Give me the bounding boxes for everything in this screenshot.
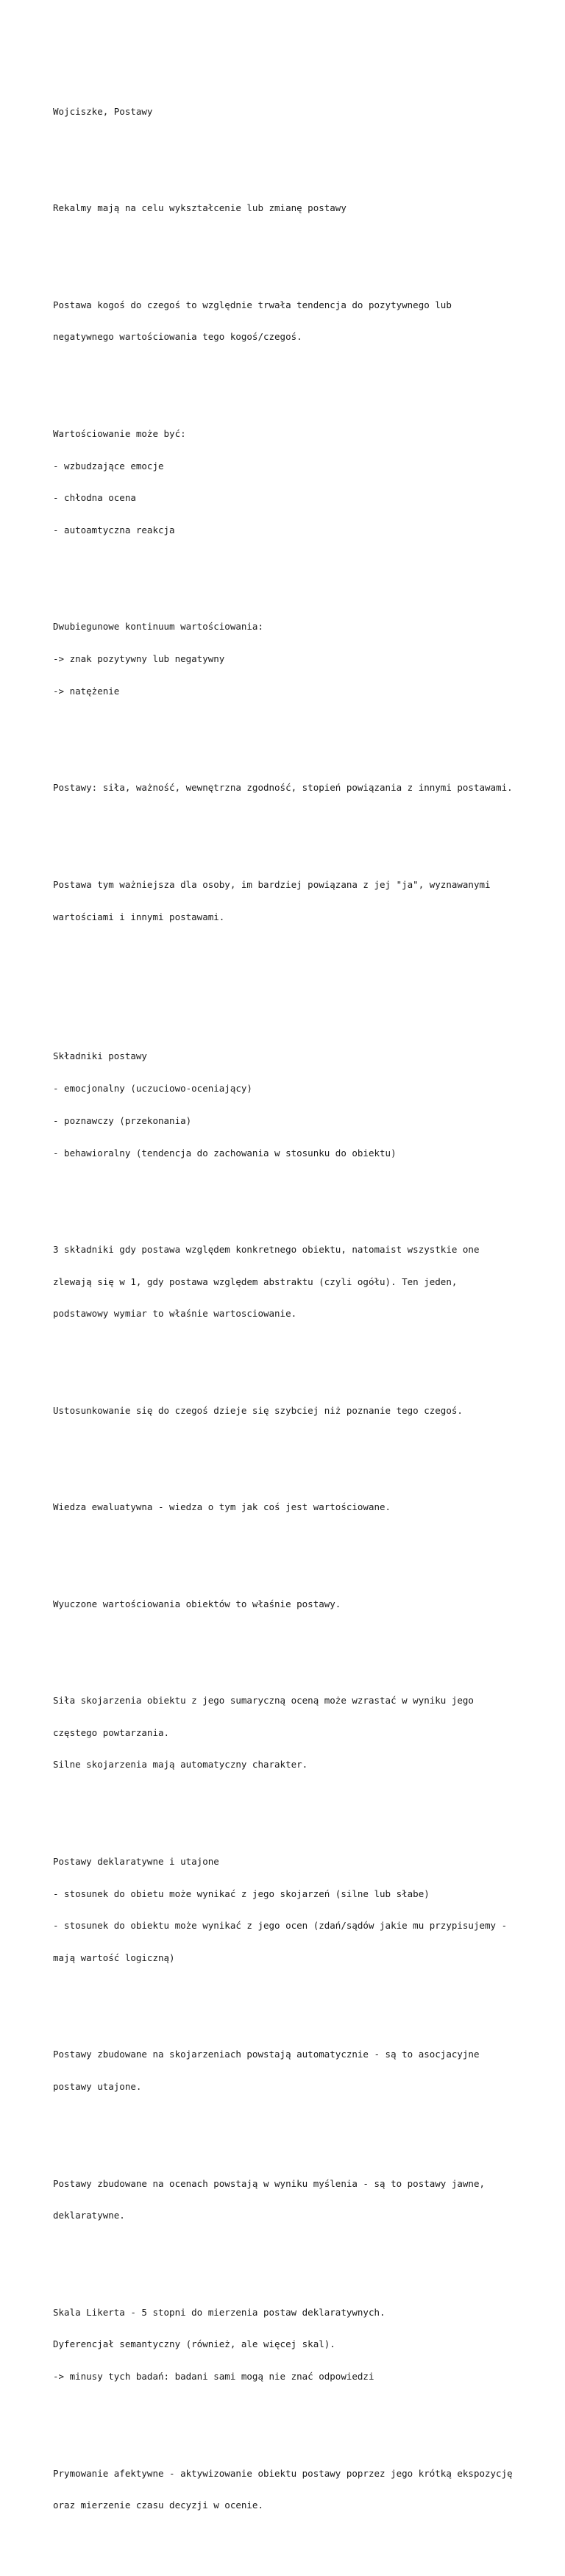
text-line: Dyferencjał semantyczny (również, ale więcej skal). [53, 2338, 335, 2350]
spacer [53, 987, 539, 998]
text-line: częstego powtarzania. [53, 1726, 170, 1738]
text-line: zlewają się w 1, gdy postawa względem abstraktu (czyli ogółu). Ten jeden, [53, 1275, 458, 1287]
paragraph-list [53, 408, 539, 558]
text-line: Wartościowanie może być: [53, 427, 186, 439]
text-line: Rekalmy mają na celu wykształcenie lub zmianę postawy [53, 202, 347, 214]
paragraph [53, 2028, 539, 2114]
document-body [53, 53, 539, 2576]
paragraph [53, 278, 539, 364]
paragraph [53, 1223, 539, 1342]
text-line: Dwubiegunowe kontinuum wartościowania: [53, 621, 263, 633]
text-line: postawy utajone. [53, 2081, 142, 2093]
list-item: - chłodna ocena [53, 492, 136, 504]
text-line: Postawa kogoś do czegoś to względnie trwała tendencja do pozytywnego lub [53, 299, 452, 310]
list-item: -> natężenie [53, 686, 120, 697]
text-line: Skala Likerta - 5 stopni do mierzenia postaw deklaratywnych. [53, 2306, 385, 2318]
list-item: - stosunek do obietu może wynikać z jego skojarzeń (silne lub słabe) [53, 1887, 430, 1899]
text-line: Postawy deklaratywne i utajone [53, 1855, 219, 1867]
text-line: podstawowy wymiar to właśnie wartosciowanie. [53, 1308, 297, 1320]
text-line: negatywnego wartościowania tego kogoś/czegoś. [53, 331, 302, 343]
text-line: Postawa tym ważniejsza dla osoby, im bardziej powiązana z jej "ja", wyznawanymi [53, 878, 491, 890]
text-line: Siła skojarzenia obiektu z jego sumaryczną oceną może wzrastać w wyniku jego [53, 1694, 474, 1706]
text-line: Wiedza ewaluatywna - wiedza o tym jak coś jest wartościowane. [53, 1501, 391, 1513]
text-line: Ustosunkowanie się do czegoś dzieje się szybciej niż poznanie tego czegoś. [53, 1404, 463, 1416]
paragraph [53, 2286, 539, 2405]
text-line: deklaratywne. [53, 2210, 125, 2221]
heading-author-title [53, 85, 539, 139]
text-line: Silne skojarzenia mają automatyczny charakter. [53, 1759, 308, 1771]
paragraph [53, 2157, 539, 2243]
paragraph [53, 1384, 539, 1438]
list-item: - poznawczy (przekonania) [53, 1114, 192, 1126]
text-line: 3 składniki gdy postawa względem konkretnego obiektu, natomaist wszystkie one [53, 1243, 480, 1255]
text-line: Postawy zbudowane na ocenach powstają w wyniku myślenia - są to postawy jawne, [53, 2177, 485, 2189]
list-item: - autoamtyczna reakcja [53, 524, 175, 536]
list-item: -> minusy tych badań: badani sami mogą nie znać odpowiedzi [53, 2371, 374, 2383]
text-line: Wojciszke, Postawy [53, 105, 153, 117]
paragraph-list [53, 1835, 539, 1985]
text-line: wartościami i innymi postawami. [53, 911, 225, 922]
text-line: Prymowanie afektywne - aktywizowanie obiektu postawy poprzez jego krótką ekspozycję [53, 2467, 513, 2479]
paragraph [53, 761, 539, 815]
paragraph [53, 1481, 539, 1534]
paragraph [53, 182, 539, 235]
text-line: mają wartość logiczną) [53, 1952, 175, 1964]
list-item: - stosunek do obiektu może wynikać z jego ocen (zdań/sądów jakie mu przypisujemy - [53, 1920, 508, 1932]
text-line: oraz mierzenie czasu decyzji w ocenie. [53, 2499, 263, 2511]
paragraph [53, 858, 539, 944]
text-line: Wyuczone wartościowania obiektów to właśnie postawy. [53, 1598, 341, 1609]
text-line: Składniki postawy [53, 1050, 147, 1062]
list-item: -> znak pozytywny lub negatywny [53, 653, 225, 665]
text-line: Postawy: siła, ważność, wewnętrzna zgodność, stopień powiązania z innymi postawami. [53, 782, 513, 794]
list-item: - behawioralny (tendencja do zachowania w stosunku do obiektu) [53, 1147, 397, 1159]
text-line: Postawy zbudowane na skojarzeniach powstają automatycznie - są to asocjacyjne [53, 2049, 480, 2060]
paragraph-list [53, 600, 539, 719]
list-item: - wzbudzające emocje [53, 460, 164, 472]
list-item: - emocjonalny (uczuciowo-oceniający) [53, 1083, 252, 1094]
paragraph-list [53, 1030, 539, 1180]
paragraph [53, 1577, 539, 1631]
paragraph [53, 1674, 539, 1793]
paragraph [53, 2447, 539, 2533]
